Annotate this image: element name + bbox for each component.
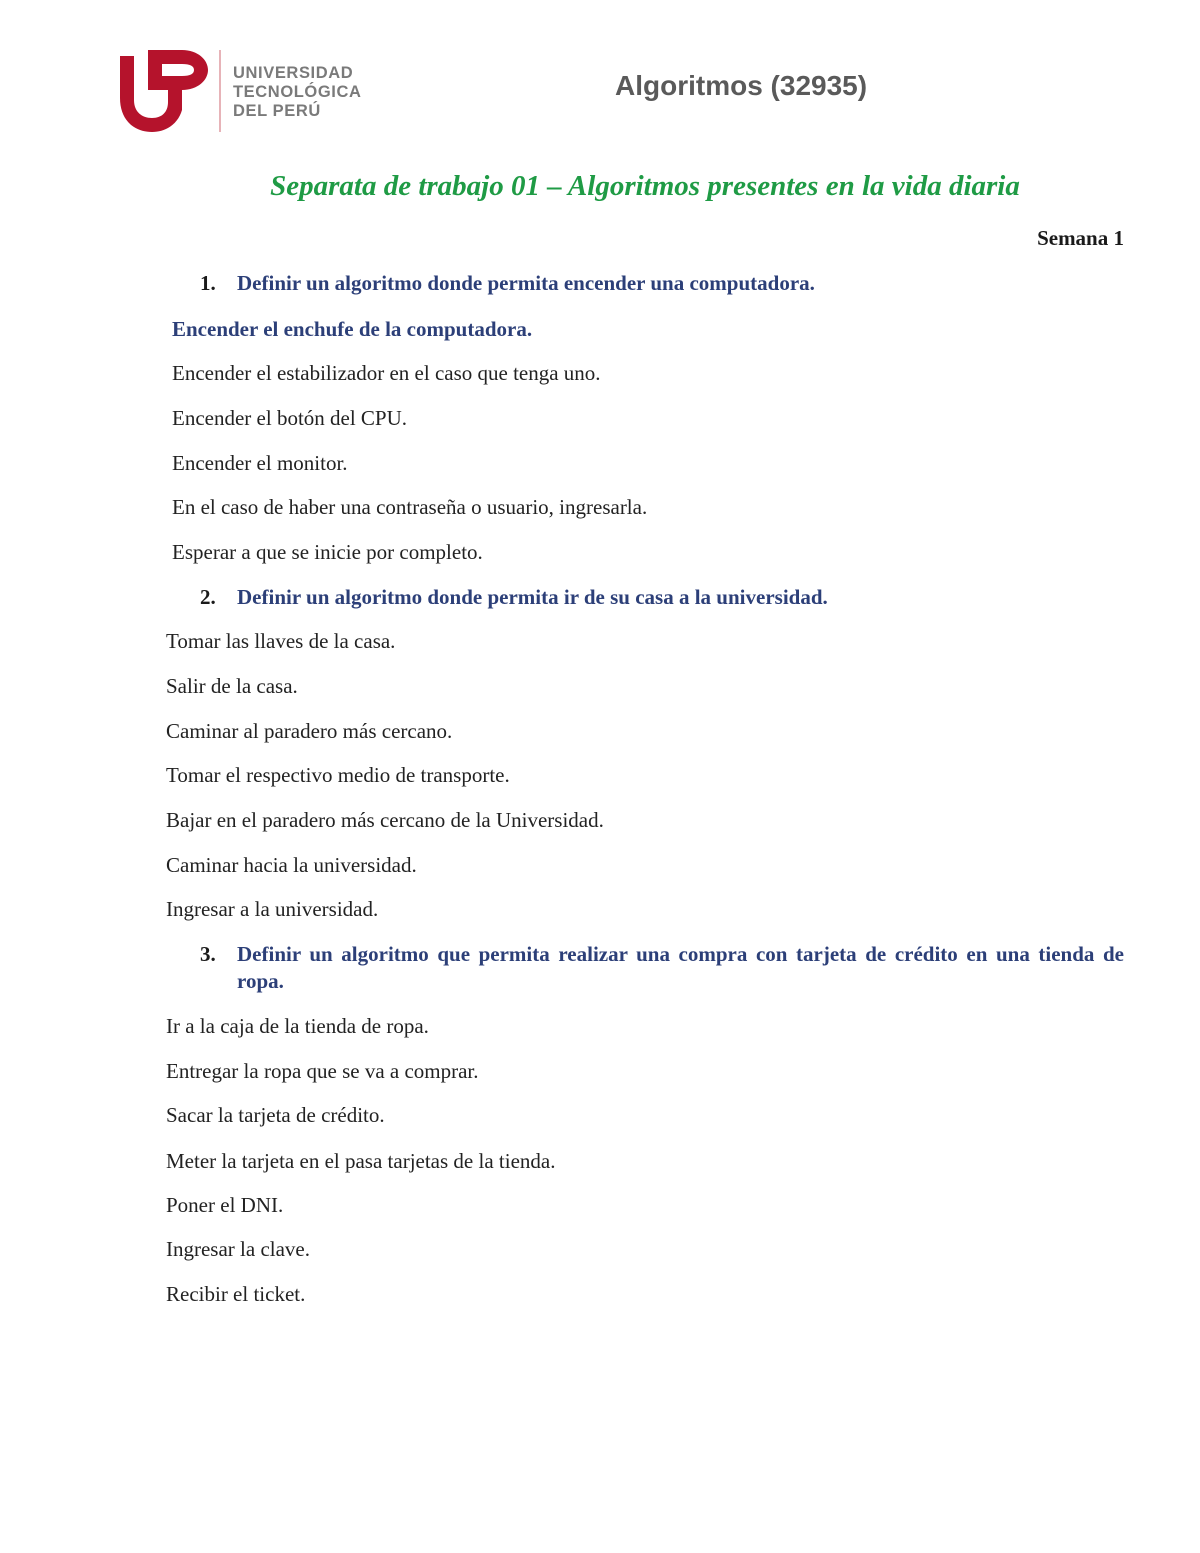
question-text: Definir un algoritmo que permita realizar una compra con tarjeta de crédito en una tienda de ropa. <box>237 942 1124 993</box>
step-item: Encender el monitor. <box>172 451 348 475</box>
question-2 <box>200 584 1124 611</box>
step-item: Caminar hacia la universidad. <box>166 853 417 877</box>
university-line-2: TECNOLÓGICA <box>233 83 362 101</box>
step-item: Ingresar la clave. <box>166 1237 310 1261</box>
university-line-3: DEL PERÚ <box>233 102 321 120</box>
step-item: Encender el estabilizador en el caso que tenga uno. <box>172 361 601 385</box>
step-item: Caminar al paradero más cercano. <box>166 719 453 743</box>
university-line-1: UNIVERSIDAD <box>233 64 354 82</box>
page-header <box>0 0 1200 150</box>
logo-divider <box>219 50 221 132</box>
step-item: Esperar a que se inicie por completo. <box>172 540 483 564</box>
step-item: Encender el enchufe de la computadora. <box>172 317 533 341</box>
step-item: Poner el DNI. <box>166 1193 284 1217</box>
step-item: Entregar la ropa que se va a comprar. <box>166 1059 479 1083</box>
step-item: Tomar el respectivo medio de transporte. <box>166 763 510 787</box>
step-item: Tomar las llaves de la casa. <box>166 629 396 653</box>
university-name <box>233 64 362 121</box>
question-text: Definir un algoritmo donde permita ir de su casa a la universidad. <box>237 585 828 609</box>
question-number: 1. <box>200 271 216 295</box>
document-title: Separata de trabajo 01 – Algoritmos presentes en la vida diaria <box>270 170 1020 202</box>
week-label: Semana 1 <box>1037 226 1124 250</box>
utp-logo-icon <box>112 46 212 136</box>
step-item: Bajar en el paradero más cercano de la Universidad. <box>166 808 604 832</box>
course-title: Algoritmos (32935) <box>615 70 868 101</box>
step-item: Meter la tarjeta en el pasa tarjetas de la tienda. <box>166 1149 556 1173</box>
question-3 <box>200 941 1124 995</box>
question-number: 3. <box>200 942 216 966</box>
step-item: Recibir el ticket. <box>166 1282 306 1306</box>
question-text: Definir un algoritmo donde permita encender una computadora. <box>237 271 815 295</box>
step-item: Encender el botón del CPU. <box>172 406 408 430</box>
step-item: Sacar la tarjeta de crédito. <box>166 1103 385 1127</box>
step-item: Salir de la casa. <box>166 674 298 698</box>
step-item: En el caso de haber una contraseña o usuario, ingresarla. <box>172 495 648 519</box>
step-item: Ingresar a la universidad. <box>166 897 379 921</box>
question-1 <box>200 270 1124 297</box>
question-number: 2. <box>200 585 216 609</box>
step-item: Ir a la caja de la tienda de ropa. <box>166 1014 429 1038</box>
